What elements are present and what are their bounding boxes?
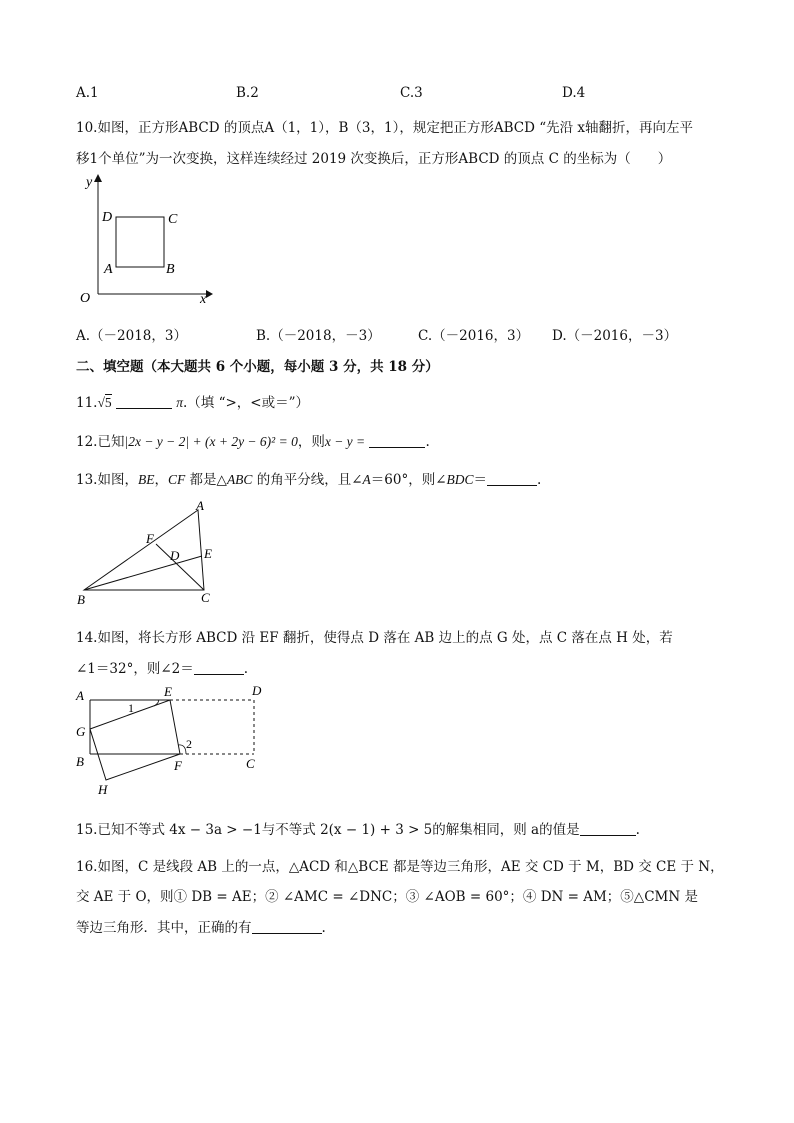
q11: [76, 391, 309, 411]
q16-answer-blank: [252, 919, 322, 934]
q16-line3-text: 等边三角形．其中，正确的有: [76, 920, 252, 936]
q10-option-c: C.（－2016，3）: [418, 328, 530, 344]
fig13-label-e: E: [204, 546, 212, 561]
q11-pi: π: [176, 395, 184, 410]
q9-option-c: C.3: [400, 85, 423, 101]
label-b: B: [166, 262, 175, 277]
y-axis-arrow: [94, 174, 102, 182]
q14-answer-blank: [194, 660, 244, 675]
q13-text-b: 都是△: [185, 472, 227, 488]
fig14-label-angle2: 2: [186, 737, 192, 751]
q10-option-a: A.（－2018，3）: [76, 328, 187, 344]
q13-abc: ABC: [226, 472, 253, 487]
q11-answer-blank: [116, 394, 172, 409]
q12-suffix: .: [425, 434, 430, 450]
q12-answer-blank: [369, 433, 425, 448]
q11-prefix: 11.: [76, 395, 98, 411]
section2-title: 二、填空题（本大题共 6 个小题，每小题 3 分，共 18 分）: [76, 359, 439, 375]
q13: [76, 468, 541, 488]
label-c: C: [168, 212, 178, 227]
fig14-label-a: A: [76, 688, 84, 703]
q13-answer-blank: [487, 471, 537, 486]
fig13-label-a: A: [196, 498, 204, 513]
q13-be: BE: [137, 472, 155, 487]
sqrt-symbol: √: [97, 395, 105, 410]
bisector-be: [84, 556, 202, 590]
q13-a: A: [362, 472, 371, 487]
q13-bdc: BDC: [446, 472, 474, 487]
q14-line2-text: ∠1＝32°，则∠2＝: [76, 661, 194, 677]
folded-part: [90, 700, 180, 780]
fig14-label-b: B: [76, 754, 84, 769]
fig14-label-d: D: [252, 683, 262, 698]
q12: [76, 430, 430, 450]
q13-figure: [74, 498, 224, 608]
fig13-label-d: D: [170, 548, 180, 563]
q12-expression: |2x − y − 2| + (x + 2y − 6)² = 0: [124, 434, 298, 449]
q10-figure: [76, 170, 216, 308]
label-o: O: [80, 291, 91, 306]
label-x: x: [200, 292, 207, 307]
fig13-label-c: C: [201, 590, 210, 605]
q14-figure: [74, 682, 274, 800]
fig13-label-f: F: [146, 531, 154, 546]
fig14-label-c: C: [246, 756, 255, 771]
q15: [76, 818, 640, 838]
q16-line2: 交 AE 于 O，则① DB = AE；② ∠AMC = ∠DNC；③ ∠AOB = 60°；④ DN = AM；⑤△CMN 是: [76, 889, 698, 905]
q15-suffix: .: [635, 822, 640, 838]
q10-option-d: D.（－2016，－3）: [552, 328, 678, 344]
q14-line2: [76, 657, 248, 677]
q13-text-e: ＝: [473, 472, 488, 488]
q9-option-b: B.2: [236, 85, 259, 101]
q13-sep: ，: [154, 472, 168, 488]
fig14-label-h: H: [98, 782, 108, 797]
label-a: A: [104, 262, 113, 277]
q9-option-a: A.1: [76, 85, 99, 101]
fig14-label-f: F: [174, 758, 182, 773]
q16-suffix: .: [321, 920, 326, 936]
q12-prefix: 12.已知: [76, 434, 125, 450]
q13-text-c: 的角平分线，且∠: [252, 472, 363, 488]
q10-line1: 10.如图，正方形ABCD 的顶点A（1，1），B（3，1），规定把正方形ABCD “先沿 x轴翻折，再向左平: [76, 120, 694, 136]
fig14-label-e: E: [164, 684, 172, 699]
triangle-abc: [84, 510, 204, 590]
q16-line3: [76, 916, 326, 936]
fig13-label-b: B: [77, 592, 85, 607]
q12-target: x − y =: [324, 434, 366, 449]
q16-line1: 16.如图，C 是线段 AB 上的一点，△ACD 和△BCE 都是等边三角形，AE 交 CD 于 M，BD 交 CE 于 N，: [76, 859, 724, 875]
q9-option-d: D.4: [562, 85, 586, 101]
fig14-label-angle1: 1: [128, 701, 134, 715]
q13-text-d: ＝60°，则∠: [370, 472, 447, 488]
label-y: y: [86, 175, 93, 190]
x-axis-arrow: [206, 290, 213, 298]
q13-text-a: 13.如图，: [76, 472, 138, 488]
q10-option-b: B.（－2018，－3）: [256, 328, 381, 344]
q14-suffix: .: [243, 661, 249, 677]
q15-text: 15.已知不等式 4x − 3a > −1与不等式 2(x − 1) + 3 > 5的解集相同，则 a的值是: [76, 822, 580, 838]
square-abcd: [116, 217, 164, 267]
fig14-label-g: G: [76, 724, 86, 739]
q13-cf: CF: [167, 472, 186, 487]
q11-suffix: .（填 “>，<或＝”）: [183, 395, 310, 411]
q14-line1: 14.如图，将长方形 ABCD 沿 EF 翻折，使得点 D 落在 AB 边上的点 G 处，点 C 落在点 H 处，若: [76, 630, 673, 646]
q11-sqrt-arg: 5: [104, 395, 112, 410]
q12-then: ，则: [297, 434, 325, 450]
q15-answer-blank: [580, 821, 636, 836]
q10-line2: 移1个单位”为一次变换，这样连续经过 2019 次变换后，正方形ABCD 的顶点 C 的坐标为（ ）: [76, 151, 672, 167]
label-d: D: [102, 210, 113, 225]
q13-suffix: .: [537, 472, 542, 488]
